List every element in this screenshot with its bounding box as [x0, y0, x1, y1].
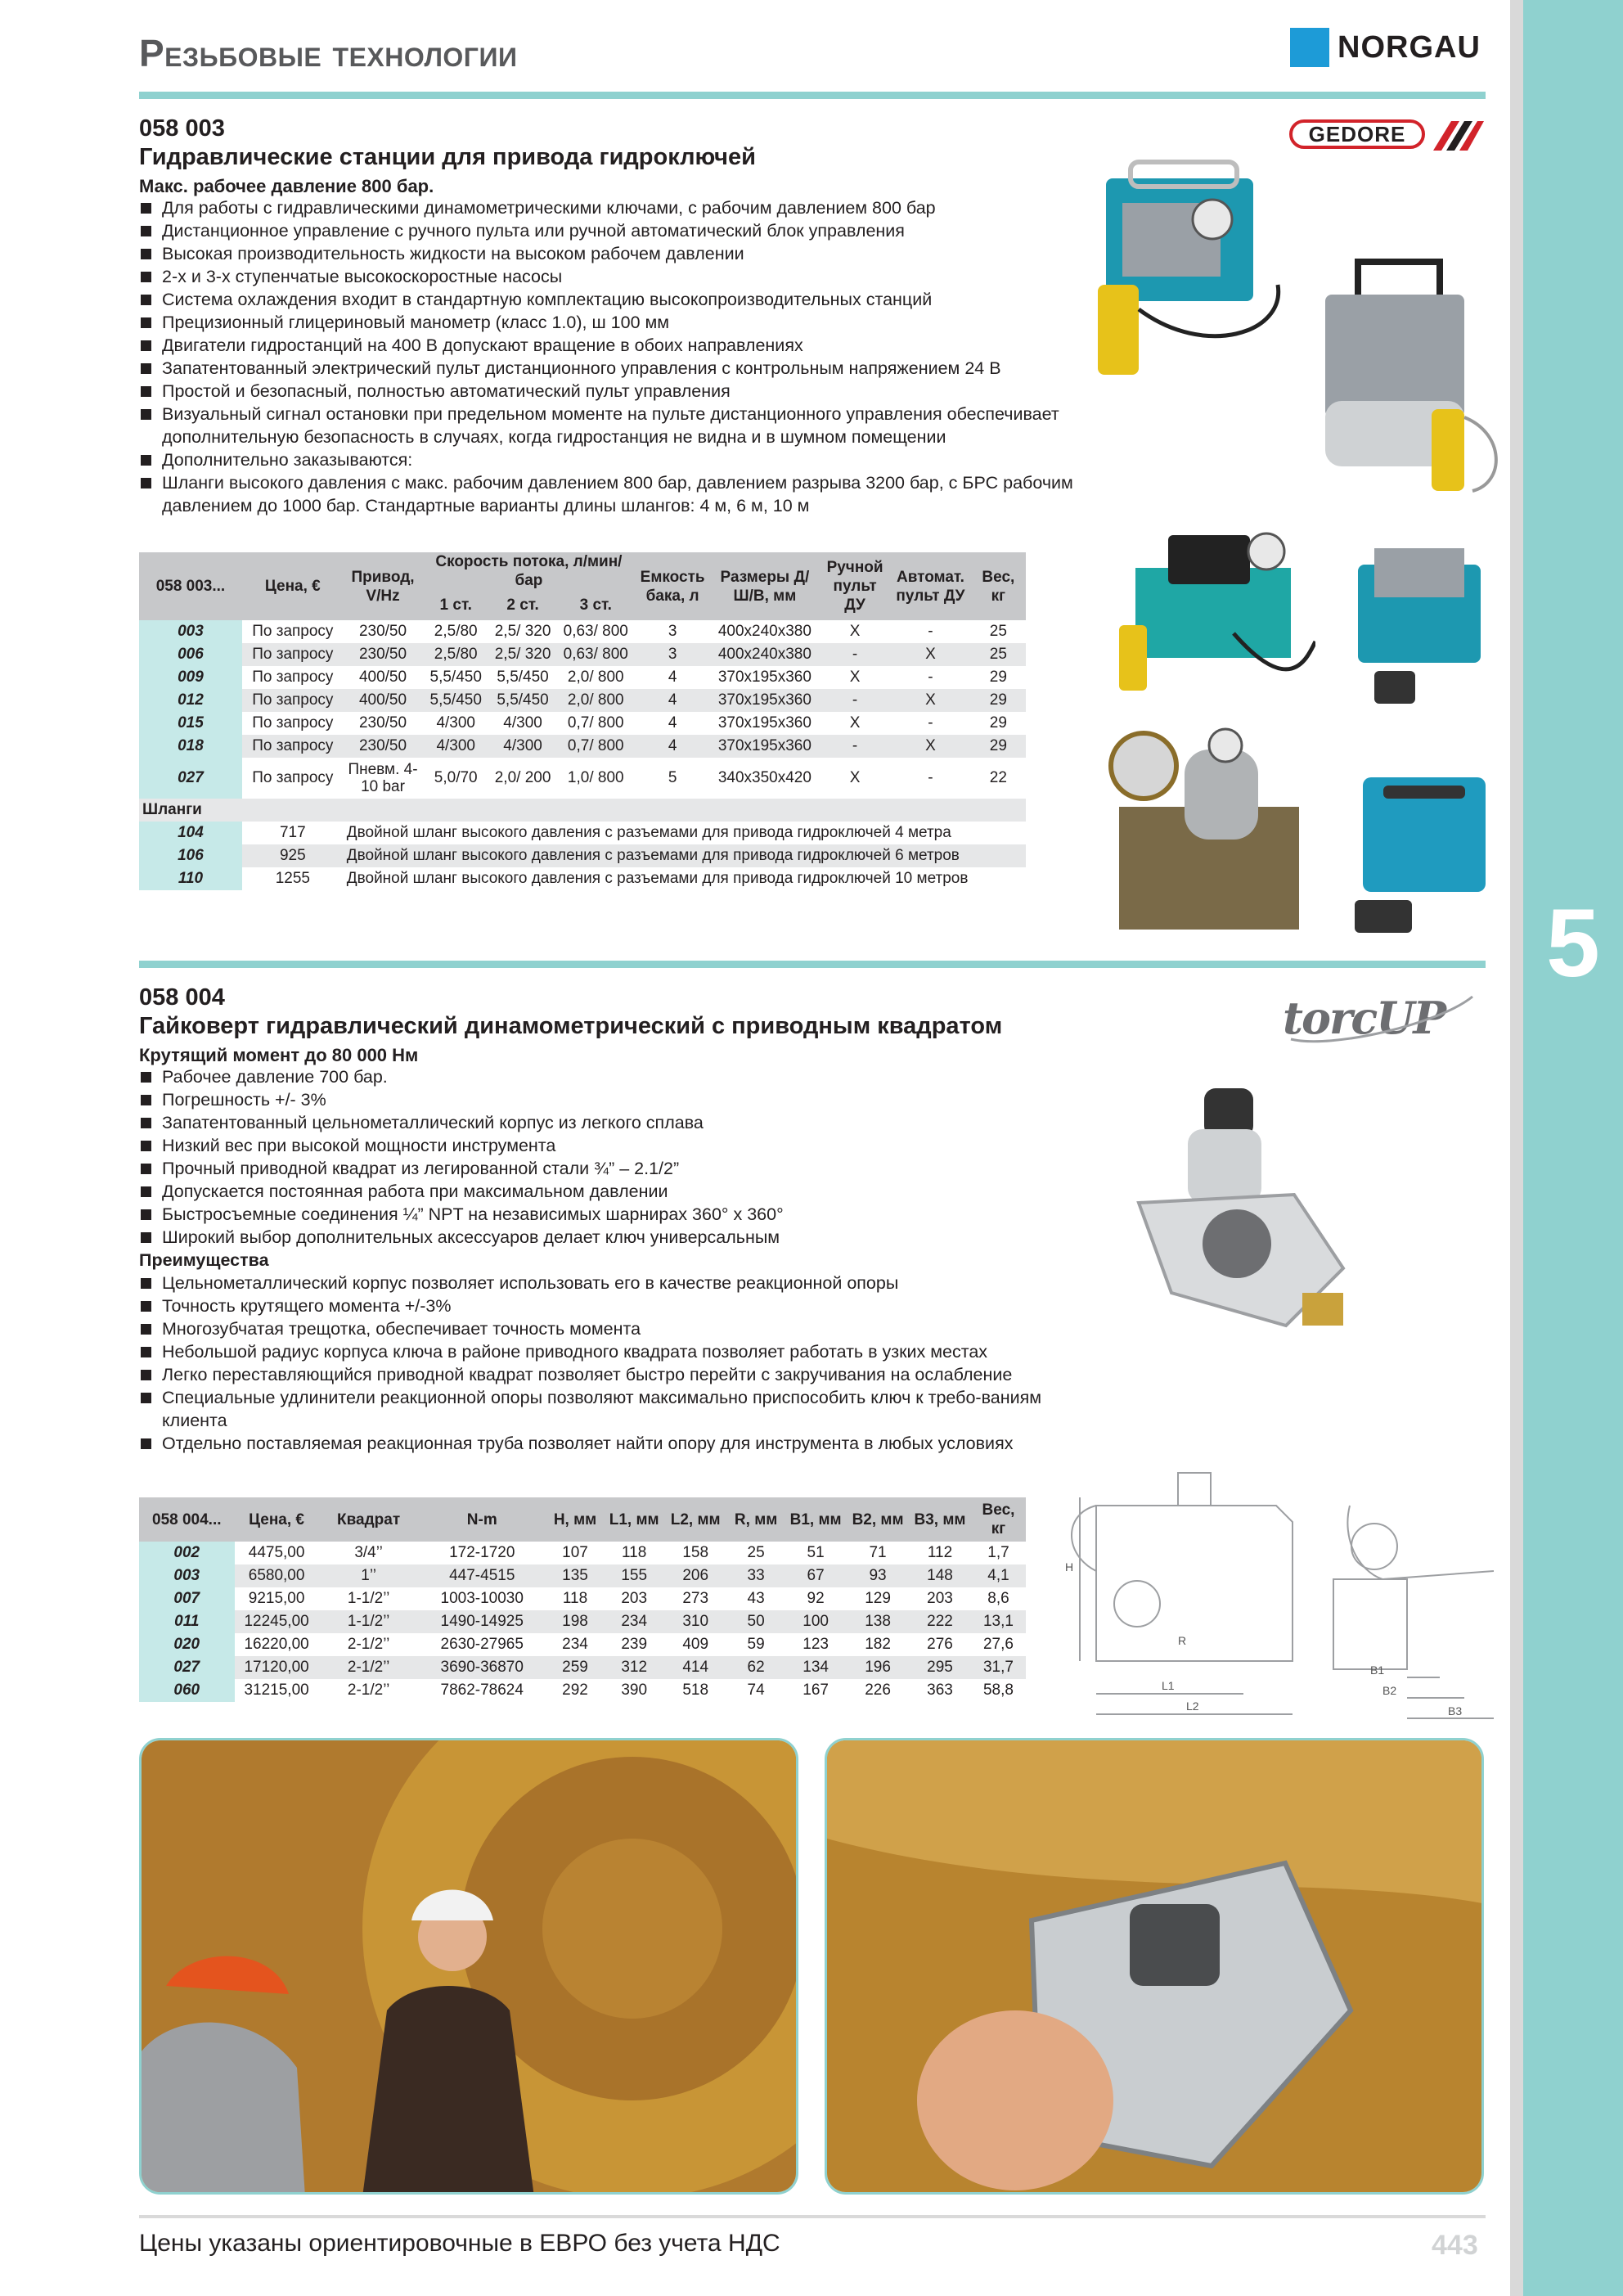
- list-item: Погрешность +/- 3%: [139, 1088, 1088, 1111]
- table-cell: 312: [605, 1656, 663, 1679]
- table-cell: 138: [847, 1610, 909, 1633]
- table-cell: 206: [663, 1564, 727, 1587]
- table-cell: 71: [869, 1544, 887, 1561]
- table-cell: 51: [807, 1544, 825, 1561]
- table-cell: 259: [546, 1656, 605, 1679]
- table-cell: 1490-14925: [419, 1610, 546, 1633]
- list-item: Шланги высокого давления с макс. рабочим давлением 800 бар, давлением разрыва 3200 бар, с БРС рабочим давлением до 1000 бар. Стандартные варианты длины шлангов: 4 м, 6 м, 10 м: [139, 471, 1104, 517]
- table-cell: 92: [807, 1590, 825, 1607]
- table-cell: 409: [682, 1636, 709, 1653]
- logo-square-icon: [1290, 28, 1329, 67]
- table-row: [139, 867, 1026, 890]
- table-cell: 012: [139, 689, 242, 712]
- table-cell: 2,0/ 200: [494, 769, 551, 786]
- table-cell: 5: [668, 769, 677, 786]
- list-item: Система охлаждения входит в стандартную комплектацию высокопроизводительных станций: [139, 288, 1104, 311]
- list-item: Дополнительно заказываются:: [139, 448, 1104, 471]
- logo-text: NORGAU: [1338, 29, 1481, 65]
- table-cell: X: [849, 623, 861, 640]
- section-title: Гидравлические станции для привода гидроключей: [139, 144, 756, 170]
- list-item: Простой и безопасный, полностью автоматический пульт управления: [139, 380, 1104, 403]
- dim-label: B2: [1382, 1684, 1397, 1697]
- table-cell: 226: [865, 1681, 891, 1699]
- table-cell: 2-1/2’’: [347, 1636, 390, 1653]
- col-dims: Размеры Д/Ш/В, мм: [710, 552, 820, 620]
- list-item: Легко переставляющийся приводной квадрат позволяет быстро перейти с закручивания на ослабление: [139, 1363, 1088, 1386]
- table-cell: 1003-10030: [440, 1590, 524, 1607]
- hydraulic-station-image: [1111, 511, 1315, 699]
- col-price: Цена, €: [235, 1497, 319, 1542]
- table-cell: 0,7/ 800: [567, 714, 624, 732]
- table-cell: 002: [139, 1542, 235, 1564]
- table-row: [139, 666, 1026, 689]
- table-cell: 67: [785, 1564, 847, 1587]
- table-cell: 1’’: [319, 1564, 419, 1587]
- table-cell: 400/50: [344, 689, 423, 712]
- table-row: [139, 844, 1026, 867]
- table-cell: X: [849, 769, 861, 786]
- table-cell: 1,7: [987, 1544, 1009, 1561]
- table-cell: 370x195x360: [717, 714, 812, 732]
- table-cell: 58,8: [982, 1681, 1014, 1699]
- table-cell: -: [928, 669, 933, 686]
- hydraulic-station-image: [1309, 245, 1505, 507]
- table-cell: 414: [663, 1656, 727, 1679]
- table-cell: 015: [139, 712, 242, 735]
- chapter-sidebar: [1523, 0, 1623, 2296]
- table-cell: По запросу: [252, 623, 334, 640]
- table-row: [139, 712, 1026, 735]
- list-item: Быстросъемные соединения ¼” NPT на независимых шарнирах 360° x 360°: [139, 1203, 1088, 1226]
- list-item: Высокая производительность жидкости на высоком рабочем давлении: [139, 242, 1104, 265]
- chapter-number: 5: [1546, 889, 1600, 997]
- table-cell: X: [849, 669, 861, 686]
- list-item: Двигатели гидростанций на 400 В допускают вращение в обоих направлениях: [139, 334, 1104, 357]
- table-cell: 107: [562, 1544, 588, 1561]
- table-cell: 22: [989, 769, 1007, 786]
- table-row: [139, 735, 1026, 758]
- table-row: [139, 1633, 1026, 1656]
- table-cell: 100: [785, 1610, 847, 1633]
- list-item: Дистанционное управление с ручного пульта или ручной автоматический блок управления: [139, 219, 1104, 242]
- table-row: [139, 643, 1026, 666]
- table-cell: По запросу: [252, 669, 334, 686]
- table-cell: 4,1: [971, 1564, 1026, 1587]
- table-cell: 011: [139, 1610, 235, 1633]
- list-item: Низкий вес при высокой мощности инструмента: [139, 1134, 1088, 1157]
- table-cell: 1,0/ 800: [567, 769, 624, 786]
- table-cell: 74: [747, 1681, 765, 1699]
- table-cell: 925: [242, 844, 344, 867]
- table-cell: 2,5/ 320: [489, 643, 556, 666]
- table-cell: 003: [139, 1564, 235, 1587]
- table-cell: 370x195x360: [710, 689, 820, 712]
- table-row: [139, 1679, 1026, 1702]
- hydraulic-station-image: [1103, 717, 1324, 938]
- table-cell: 182: [865, 1636, 891, 1653]
- table-cell: 006: [139, 643, 242, 666]
- col-weight: Вес, кг: [971, 552, 1026, 620]
- table-cell: 007: [139, 1587, 235, 1610]
- table-cell: 5,5/450: [422, 689, 489, 712]
- table-cell: 29: [989, 714, 1007, 732]
- table-cell: 027: [139, 758, 242, 799]
- table-cell: 25: [747, 1544, 765, 1561]
- dim-label: L1: [1162, 1679, 1175, 1692]
- table-row: [139, 689, 1026, 712]
- table-cell: 020: [139, 1633, 235, 1656]
- table-cell: 400x240x380: [710, 643, 820, 666]
- header-rule: [139, 92, 1486, 99]
- table-cell: 16220,00: [244, 1636, 309, 1653]
- list-item: Небольшой радиус корпуса ключа в районе приводного квадрата позволяет работать в узких местах: [139, 1340, 1088, 1363]
- table-cell: 17120,00: [235, 1656, 319, 1679]
- feature-list: [139, 1065, 1088, 1455]
- list-item: 2-х и 3-х ступенчатые высокоскоростные насосы: [139, 265, 1104, 288]
- table-cell: 50: [727, 1610, 785, 1633]
- workers-photo-image: [142, 1740, 798, 2195]
- table-cell: 123: [803, 1636, 829, 1653]
- gedore-logo: [1289, 118, 1484, 154]
- col-auto: Автомат. пульт ДУ: [890, 552, 971, 620]
- table-cell: 9215,00: [248, 1590, 305, 1607]
- table-cell: 060: [139, 1679, 235, 1702]
- table-cell: 4/300: [489, 735, 556, 758]
- col-square: Квадрат: [319, 1497, 419, 1542]
- table-cell: 222: [909, 1610, 971, 1633]
- col-b2: B2, мм: [847, 1497, 909, 1542]
- dimension-drawing: [1047, 1448, 1494, 1727]
- dim-label: B1: [1370, 1663, 1385, 1677]
- table-cell: 239: [621, 1636, 648, 1653]
- table-cell: X: [890, 689, 971, 712]
- col-code: 058 004...: [139, 1497, 235, 1542]
- table-cell: По запросу: [242, 735, 344, 758]
- table-cell: 62: [727, 1656, 785, 1679]
- table-cell: 2,5/80: [422, 643, 489, 666]
- table-cell: 59: [747, 1636, 765, 1653]
- table-cell: 6580,00: [235, 1564, 319, 1587]
- table-cell: 7862-78624: [440, 1681, 524, 1699]
- norgau-logo: [1290, 28, 1481, 67]
- col-flow-3: 3 ст.: [556, 590, 636, 620]
- col-l1: L1, мм: [605, 1497, 663, 1542]
- table-cell: 106: [139, 844, 242, 867]
- table-cell: 370x195x360: [710, 735, 820, 758]
- table-cell: 3/4’’: [354, 1544, 383, 1561]
- list-item: Отдельно поставляемая реакционная труба позволяет найти опору для инструмента в любых условиях: [139, 1432, 1088, 1455]
- table-cell: 0,7/ 800: [556, 735, 636, 758]
- wrench-closeup-photo: [825, 1738, 1484, 2195]
- table-cell: 295: [909, 1656, 971, 1679]
- section-code: 058 003: [139, 115, 225, 142]
- table-cell: 230/50: [344, 643, 423, 666]
- list-item: Прочный приводной квадрат из легированной стали ¾” – 2.1/2”: [139, 1157, 1088, 1180]
- col-b1: B1, мм: [785, 1497, 847, 1542]
- torcup-logo: [1283, 992, 1479, 1049]
- table-cell: 5,0/70: [434, 769, 478, 786]
- table-cell: 5,5/450: [429, 669, 482, 686]
- table-cell: X: [890, 643, 971, 666]
- table-cell: 2,0/ 800: [556, 689, 636, 712]
- table-cell: 4: [668, 714, 677, 732]
- table-cell: 118: [622, 1544, 647, 1561]
- list-item: Специальные удлинители реакционной опоры позволяют максимально приспособить ключ к требо-ваниям клиента: [139, 1386, 1078, 1432]
- list-item: Широкий выбор дополнительных аксессуаров делает ключ универсальным: [139, 1226, 1088, 1249]
- list-item: Многозубчатая трещотка, обеспечивает точность момента: [139, 1317, 1088, 1340]
- workers-photo: [139, 1738, 798, 2195]
- table-cell: 134: [785, 1656, 847, 1679]
- table-row: [139, 758, 1026, 799]
- page-title: Резьбовые технологии: [139, 32, 518, 74]
- table-cell: 1-1/2’’: [319, 1610, 419, 1633]
- table-cell: 31215,00: [244, 1681, 309, 1699]
- table-cell: 4/300: [436, 714, 475, 732]
- table-cell: 717: [279, 824, 306, 841]
- table-cell: -: [928, 714, 933, 732]
- table-cell: 203: [621, 1590, 648, 1607]
- table-cell: 4: [636, 735, 710, 758]
- table-cell: 155: [605, 1564, 663, 1587]
- table-cell: 5,5/450: [489, 689, 556, 712]
- table-cell: 93: [847, 1564, 909, 1587]
- table-cell: 12245,00: [235, 1610, 319, 1633]
- table-cell: 33: [727, 1564, 785, 1587]
- table-cell: Двойной шланг высокого давления с разъемами для привода гидроключей 10 метров: [346, 870, 969, 887]
- pump-table: [139, 552, 1026, 890]
- table-cell: 29: [989, 669, 1007, 686]
- dim-label: L2: [1186, 1699, 1199, 1713]
- table-cell: По запросу: [252, 769, 334, 786]
- table-cell: По запросу: [242, 643, 344, 666]
- footer-note: Цены указаны ориентировочные в ЕВРО без учета НДС: [139, 2230, 780, 2257]
- table-cell: 118: [562, 1590, 588, 1607]
- list-item: Допускается постоянная работа при максимальном давлении: [139, 1180, 1088, 1203]
- table-cell: 25: [989, 623, 1007, 640]
- table-cell: 400/50: [358, 669, 407, 686]
- table-cell: 518: [682, 1681, 709, 1699]
- sidebar-divider: [1510, 0, 1523, 2296]
- table-cell: 4: [668, 669, 677, 686]
- gedore-stripes-icon: [1289, 118, 1484, 154]
- hoses-heading: Шланги: [139, 799, 1026, 822]
- torque-wrench-image: [1114, 1080, 1368, 1350]
- table-cell: 340x350x420: [717, 769, 812, 786]
- col-r: R, мм: [727, 1497, 785, 1542]
- table-group-row: [139, 799, 1026, 822]
- wrench-table: [139, 1497, 1026, 1702]
- table-cell: 203: [927, 1590, 953, 1607]
- table-cell: 018: [139, 735, 242, 758]
- torcup-swoosh-icon: [1283, 992, 1479, 1049]
- table-cell: 363: [927, 1681, 953, 1699]
- table-cell: 172-1720: [449, 1544, 515, 1561]
- table-cell: 25: [971, 643, 1026, 666]
- list-item: Визуальный сигнал остановки при предельном моменте на пульте дистанционного управления обеспечивает дополнительную безопасность в случаях, когда гидростанция не видна и в шумном помещении: [139, 403, 1104, 448]
- table-cell: 3: [636, 643, 710, 666]
- list-item: Рабочее давление 700 бар.: [139, 1065, 1088, 1088]
- table-cell: 370x195x360: [717, 669, 812, 686]
- table-cell: 110: [139, 867, 242, 890]
- table-cell: 43: [747, 1590, 765, 1607]
- table-cell: 196: [847, 1656, 909, 1679]
- table-cell: Пневм. 4-10 bar: [348, 761, 418, 795]
- table-cell: 4/300: [422, 735, 489, 758]
- dim-label: H: [1065, 1560, 1074, 1573]
- table-cell: 13,1: [971, 1610, 1026, 1633]
- table-cell: 167: [803, 1681, 829, 1699]
- table-cell: 1255: [275, 870, 310, 887]
- table-cell: 112: [927, 1544, 953, 1561]
- table-cell: 009: [139, 666, 242, 689]
- table-cell: 8,6: [987, 1590, 1009, 1607]
- table-cell: 148: [909, 1564, 971, 1587]
- table-row: [139, 1587, 1026, 1610]
- table-cell: 0,63/ 800: [563, 623, 628, 640]
- col-flow: Скорость потока, л/мин/бар: [422, 552, 635, 590]
- table-cell: 2,0/ 800: [567, 669, 624, 686]
- table-cell: 2,5/80: [434, 623, 478, 640]
- list-item: Запатентованный электрический пульт дистанционного управления с контрольным напряжением 24 В: [139, 357, 1104, 380]
- col-h: H, мм: [546, 1497, 605, 1542]
- footer-rule: [139, 2215, 1486, 2218]
- table-cell: X: [849, 714, 861, 732]
- table-cell: 400x240x380: [717, 623, 812, 640]
- dim-label: B3: [1448, 1704, 1463, 1717]
- table-cell: 447-4515: [419, 1564, 546, 1587]
- table-cell: 292: [562, 1681, 588, 1699]
- section-title: Гайковерт гидравлический динамометрический с приводным квадратом: [139, 1013, 1003, 1039]
- col-manual: Ручной пульт ДУ: [820, 552, 890, 620]
- table-row: [139, 1610, 1026, 1633]
- table-cell: 2-1/2’’: [319, 1656, 419, 1679]
- page-number: 443: [1432, 2230, 1478, 2261]
- list-item: Запатентованный цельнометаллический корпус из легкого сплава: [139, 1111, 1088, 1134]
- table-cell: 29: [971, 689, 1026, 712]
- table-cell: X: [890, 735, 971, 758]
- col-price: Цена, €: [242, 552, 344, 620]
- col-drive: Привод, V/Hz: [344, 552, 423, 620]
- col-nm: N-m: [419, 1497, 546, 1542]
- list-item: Для работы с гидравлическими динамометрическими ключами, с рабочим давлением 800 бар: [139, 196, 1104, 219]
- table-cell: 5,5/450: [497, 669, 549, 686]
- table-cell: 27,6: [982, 1636, 1014, 1653]
- table-cell: 230/50: [344, 735, 423, 758]
- section-rule: [139, 961, 1486, 968]
- table-cell: По запросу: [242, 689, 344, 712]
- table-cell: -: [820, 735, 890, 758]
- col-weight: Вес, кг: [971, 1497, 1026, 1542]
- table-cell: 4: [636, 689, 710, 712]
- table-row: [139, 1564, 1026, 1587]
- col-flow-1: 1 ст.: [422, 590, 489, 620]
- table-cell: 3: [668, 623, 677, 640]
- list-item: Цельнометаллический корпус позволяет использовать его в качестве реакционной опоры: [139, 1272, 1088, 1294]
- hydraulic-station-image: [1338, 761, 1502, 941]
- table-cell: 3690-36870: [419, 1656, 546, 1679]
- table-row: [139, 1656, 1026, 1679]
- table-cell: 198: [546, 1610, 605, 1633]
- table-cell: 027: [139, 1656, 235, 1679]
- table-cell: 4/300: [503, 714, 542, 732]
- table-row: [139, 1542, 1026, 1564]
- section-code: 058 004: [139, 984, 225, 1011]
- table-cell: По запросу: [252, 714, 334, 732]
- table-cell: 230/50: [358, 623, 407, 640]
- table-cell: 2630-27965: [440, 1636, 524, 1653]
- torcup-wordmark: torcUP: [1283, 992, 1445, 1044]
- table-cell: -: [928, 769, 933, 786]
- hydraulic-station-image: [1090, 146, 1302, 383]
- table-cell: 310: [663, 1610, 727, 1633]
- table-cell: 29: [971, 735, 1026, 758]
- table-cell: 0,63/ 800: [556, 643, 636, 666]
- table-cell: Двойной шланг высокого давления с разъемами для привода гидроключей 6 метров: [344, 844, 1026, 867]
- col-code: 058 003...: [139, 552, 242, 620]
- table-cell: 158: [682, 1544, 709, 1561]
- section-subtitle: Крутящий момент до 80 000 Нм: [139, 1045, 419, 1065]
- table-cell: 129: [865, 1590, 891, 1607]
- table-cell: 4475,00: [248, 1544, 305, 1561]
- table-cell: -: [820, 689, 890, 712]
- table-cell: 135: [546, 1564, 605, 1587]
- advantages-heading: Преимущества: [139, 1250, 269, 1270]
- table-cell: 234: [562, 1636, 588, 1653]
- table-cell: 273: [682, 1590, 709, 1607]
- table-cell: Двойной шланг высокого давления с разъемами для привода гидроключей 4 метра: [346, 824, 951, 841]
- list-item: Прецизионный глицериновый манометр (класс 1.0), ш 100 мм: [139, 311, 1104, 334]
- section-subtitle: Макс. рабочее давление 800 бар.: [139, 176, 434, 196]
- wrench-closeup-photo-image: [827, 1740, 1484, 2195]
- table-cell: 1-1/2’’: [347, 1590, 390, 1607]
- table-cell: 276: [927, 1636, 953, 1653]
- col-l2: L2, мм: [663, 1497, 727, 1542]
- table-cell: -: [820, 643, 890, 666]
- table-cell: 31,7: [971, 1656, 1026, 1679]
- table-cell: 2-1/2’’: [347, 1681, 390, 1699]
- table-cell: 230/50: [358, 714, 407, 732]
- table-cell: 2,5/ 320: [494, 623, 551, 640]
- feature-list: [139, 196, 1104, 517]
- table-row: [139, 822, 1026, 844]
- col-b3: B3, мм: [909, 1497, 971, 1542]
- col-tank: Емкость бака, л: [636, 552, 710, 620]
- gedore-wordmark: GEDORE: [1289, 119, 1425, 149]
- col-flow-2: 2 ст.: [489, 590, 556, 620]
- table-row: [139, 620, 1026, 643]
- table-cell: 003: [139, 620, 242, 643]
- table-cell: -: [928, 623, 933, 640]
- dim-label: R: [1178, 1634, 1187, 1647]
- table-cell: 104: [139, 822, 242, 844]
- table-cell: 234: [605, 1610, 663, 1633]
- table-cell: 390: [621, 1681, 648, 1699]
- list-item: Точность крутящего момента +/-3%: [139, 1294, 1088, 1317]
- hydraulic-station-image: [1342, 540, 1497, 720]
